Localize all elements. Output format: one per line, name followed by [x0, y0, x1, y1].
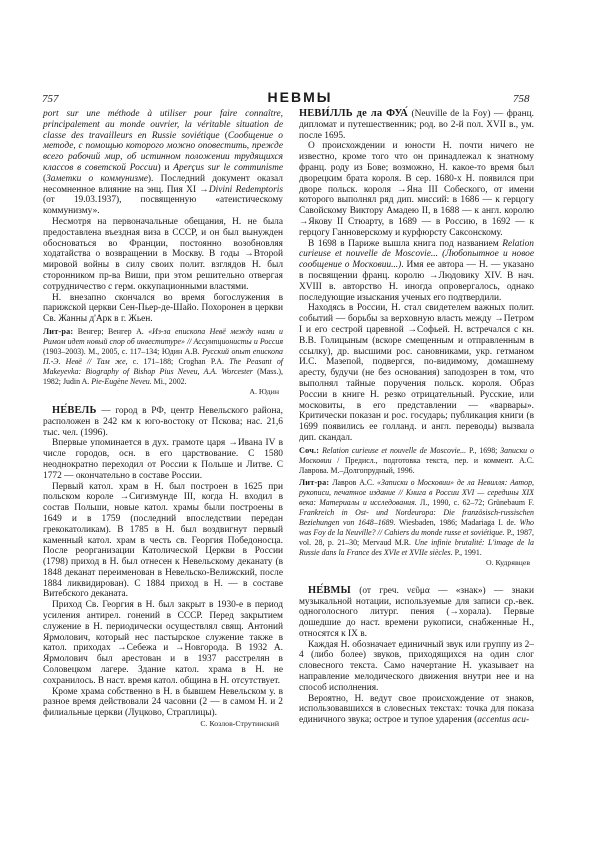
italic-text: Divini Redemptoris: [208, 184, 283, 195]
text: Кроме храма собственно в Н. в бывшем Невельском у. в разное время действовали 24 часовни (2 — в самом Н. и 2 филиальные церкви (Луцково, Страплицы).: [43, 686, 283, 719]
article-author: О. Кудрявцев: [486, 557, 530, 567]
headword: НЕ́ВЕЛЬ: [52, 404, 97, 416]
italic-text: Aperçus sur le communisme: [173, 162, 284, 173]
text: В 1698 в Париже вышла книга под названием: [308, 238, 503, 249]
text: — город в РФ, центр Невельского района, расположен в 242 км к юго-востоку от Пскова; нас. 21,6 тыс. чел. (1996).: [43, 405, 283, 438]
italic-text: port sur une méthode à utiliser pour faire connaître, principalement au monde ouvrier, la véritable situation de classe des travailleurs en Russie soviétique: [43, 109, 283, 141]
paragraph: [299, 239, 534, 304]
text: (от греч. νεῦμα — «знак») — знаки музыкальной нотации, используемые для записи ср.-век. одноголосного литург. пения (→хорала). Первые дошедшие до наст. времени рукописи, снабженные Н., относятся к IX в.: [299, 585, 534, 639]
text: / Предисл., подготовка текста, пер. и коммент. А.С. Лаврова. М.–Долгопрудный, 1996.: [299, 455, 534, 475]
italic-text: Русский опыт епископа П.-Э. Невё // Там же,: [43, 346, 283, 366]
italic-text: Записки о Московии: [299, 445, 534, 465]
text: Н. внезапно скончался во время богослужения в парижской церкви Сен-Пьер-де-Шайо. Похоронен в церкви Св. Жанны д'Арк в г. Жьен.: [43, 292, 283, 325]
italic-text: accentus acu-: [477, 715, 530, 726]
article-author: С. Козлов-Струтинский: [200, 719, 279, 729]
article-entry: [43, 406, 283, 438]
text: Находясь в России, Н. стал свидетелем важных полит. событий — борьбы за верховную власть между →Петром I и его сестрой царевной →Софьей. Н. встречался с кн. В.В. Голицыным (вскоре смещенным и отправленным в ссылку), др. высшими рос. сановниками, укр. гетманом И.С. Мазепой, подвергся, по-видимому, домашнему аресту, будучи (не без основания) заподозрен в том, что выполнял тайные поручения польск. короля. Образ России в книге Н. резко отрицательный. Русские, или московиты, в его представлении — «варвары». Критически показан и рос. государь; публикация книги (в 1699 появились ее голланд. и англ. переводы) вызвала дип. скандал.: [299, 303, 534, 443]
text: (от 19.03.1937), посвященную «атеистическому коммунизму».: [43, 195, 283, 217]
italic-text: Relation curieuse et nouvelle de Moscovie... (Любопытное и новое сообщение о Московии...): [299, 238, 534, 271]
text: (: [219, 130, 228, 141]
paragraph: [43, 438, 283, 481]
italic-text: Frankreich in Ost- und Nordeuropa: Die französisch-russischen Beziehungen von 1648–1689.: [299, 507, 534, 527]
text: . Имя ее автора — Н. — указано в посвящении франц. королю →Людовику XIV. В нач. XVIII в. авторство Н. иногда опровергалось, однако последующие изыскания ученых его подтвердили.: [299, 260, 534, 303]
headword: НЕ́ВМЫ: [308, 584, 351, 596]
headword: Лит-ра:: [43, 326, 74, 336]
headword: Лит-ра:: [299, 477, 330, 487]
text: Л., 1990, с. 62–72; Grünebaum F.: [416, 497, 534, 507]
text: (Mass.), 1982; Judin A.: [43, 366, 283, 386]
text: Венгер; Венгер А.: [73, 326, 149, 336]
paragraph: [43, 109, 283, 217]
italic-text: Relation curieuse et nouvelle de Moscovie...: [322, 445, 467, 455]
paragraph: [43, 293, 283, 325]
running-head-title: НЕВМЫ: [267, 89, 333, 105]
paragraph: [43, 600, 283, 686]
text: Wiesbaden, 1986; Madariaga I. de.: [395, 517, 520, 527]
paragraph: [299, 303, 534, 443]
text: P., 1991.: [452, 547, 482, 557]
text: Несмотря на первоначальные обещания, Н. не была предоставлена въездная виза в СССР, и он был вынужден обосноваться во Франции, постоянно возобновляя ходатайства о возвращении в Москву. В годы →Второй мировой войны в силу своих полит. взглядов Н. был сторонником пр-ва Виши, при этом решительно отвергая сотрудничество с герм. оккупационными властями.: [43, 216, 283, 292]
headword: НЕВИ́ЛЛЬ де ла ФУА́: [299, 108, 409, 119]
page-number-left: 757: [42, 93, 59, 105]
text: ) и: [157, 162, 174, 173]
paragraph: [299, 640, 534, 694]
paragraph: [43, 482, 283, 601]
text: Лавров А.С.: [329, 477, 377, 487]
text: (Neuville de la Foy) — франц. дипломат и путешественник; род. во 2-й пол. XVII в., ум. после 1695.: [299, 109, 535, 141]
left-column: [43, 109, 283, 729]
italic-text: The Peasant of Makeyevka: Biography of Bishop Pius Neveu, A.A. Worcester: [43, 356, 284, 376]
text: (: [43, 173, 47, 184]
article-author: А. Юдин: [249, 386, 279, 396]
text: Каждая Н. обозначает единичный звук или группу из 2–4 (либо более) звуков, приходящихся на один слог словесного текста. Само начертание Н. указывает на направление мелодического движения внутри нее и на способ исполнения.: [299, 639, 534, 693]
paragraph: [299, 109, 534, 141]
right-column: [299, 109, 534, 726]
text: Mi., 2002.: [151, 376, 187, 386]
headword: Соч.:: [299, 445, 320, 455]
italic-text: Une infinie brutalité: L'image de la Russie dans la France des XVIe et XVIIe siècles.: [299, 537, 534, 557]
bibliography: [299, 478, 534, 558]
italic-text: Заметки о коммунизме: [46, 173, 148, 184]
text: Вероятно, Н. ведут свое происхождение от знаков, использовавшихся в словесных текстах: точка для показа единичного звука; острое и тупое ударения (: [299, 693, 534, 726]
article-entry: [299, 586, 534, 640]
text: ). Последний документ оказал несомненное влияние на энц. Пия XI →: [43, 173, 283, 195]
text: P., 1987, vol. 28, p. 21–30; Mervaud M.R.: [299, 527, 534, 547]
page-number-right: 758: [513, 93, 530, 105]
italic-text: Сообщение о методе, с помощью которого можно оповестить, прежде всего рабочий мир, об истинном положении трудящихся классов в советской России: [43, 130, 283, 173]
italic-text: Pie-Eugène Neveu.: [91, 376, 152, 386]
text: с. 171–188; Croghan P.A.: [127, 356, 230, 366]
italic-text: Who was Foy de la Neuville? // Cahiers du monde russe et soviétique.: [299, 517, 534, 537]
bibliography: [43, 327, 283, 387]
text: P., 1698;: [466, 445, 501, 455]
italic-text: «Из-за епископа Невё между нами и Римом идет новый спор об инвеституре» // Ассумпционисты и Россия: [43, 326, 284, 346]
paragraph: [43, 687, 283, 719]
text: О происхождении и юности Н. почти ничего не известно, кроме того что он принадлежал к знатному франц. роду из Бове; возможно, Н. какое-то время был дворецким брата короля. В сер. 1680-х Н. появился при дворе польск. короля →Яна III Собеского, от имени которого выполнял ряд дип. миссий: в 1686 — к герцогу Савойскому Виктору Амадею II, в 1688 — к англ. королю →Якову II Стюарту, в 1689 — в Россию, в 1692 — к герцогу Ганноверскому и курфюрсту Саксонскому.: [299, 141, 534, 238]
text: Впервые упоминается в дух. грамоте царя →Ивана IV в числе городов, осн. в его царствование. С 1580 неоднократно переходил от России к Польше и Литве. С 1772 — окончательно в составе России.: [43, 438, 283, 481]
paragraph: [299, 141, 534, 238]
italic-text: «Записки о Московии» де ла Невилля: Автор, рукописи, печатное издание // Книга в России XVI — середины XIX века: Материалы и исследования.: [299, 477, 534, 507]
text: Первый катол. храм в Н. был построен в 1625 при польском короле →Сигизмунде III, когда Н. входил в состав Польши, новые катол. храмы были построены в 1649 и в 1759 (последний впоследствии передан грекокатоликам). В 1785 в Н. был воздвигнут первый каменный катол. храм в честь св. Георгия Победоносца. После реорганизации Католической Церкви в России (1798) приход в Н. был отнесен к Невельскому деканату (в 1848 деканат переименован в Невельско-Велижский, после 1884 ликвидирован). С 1884 приход в Н. — в составе Витебского деканата.: [43, 481, 283, 600]
bibliography: [299, 446, 534, 476]
paragraph: [299, 694, 534, 726]
paragraph: [43, 217, 283, 293]
text: Приход Св. Георгия в Н. был закрыт в 1930-е в период усиления антирел. гонений в СССР. Перед закрытием служение в Н. периодически осуществлял свящ. Антоний Ярмолович, который нес пастырское служение также в катол. приходах →Себежа и →Новгорода. В 1932 А. Ярмолович был арестован и в 1937 расстрелян в Соловецком лагере. Здание катол. храма в Н. не сохранилось. В наст. время катол. община в Н. отсутствует.: [43, 600, 283, 686]
text: (1903–2003). М., 2005, с. 117–134; Юдин А.В.: [43, 346, 203, 356]
